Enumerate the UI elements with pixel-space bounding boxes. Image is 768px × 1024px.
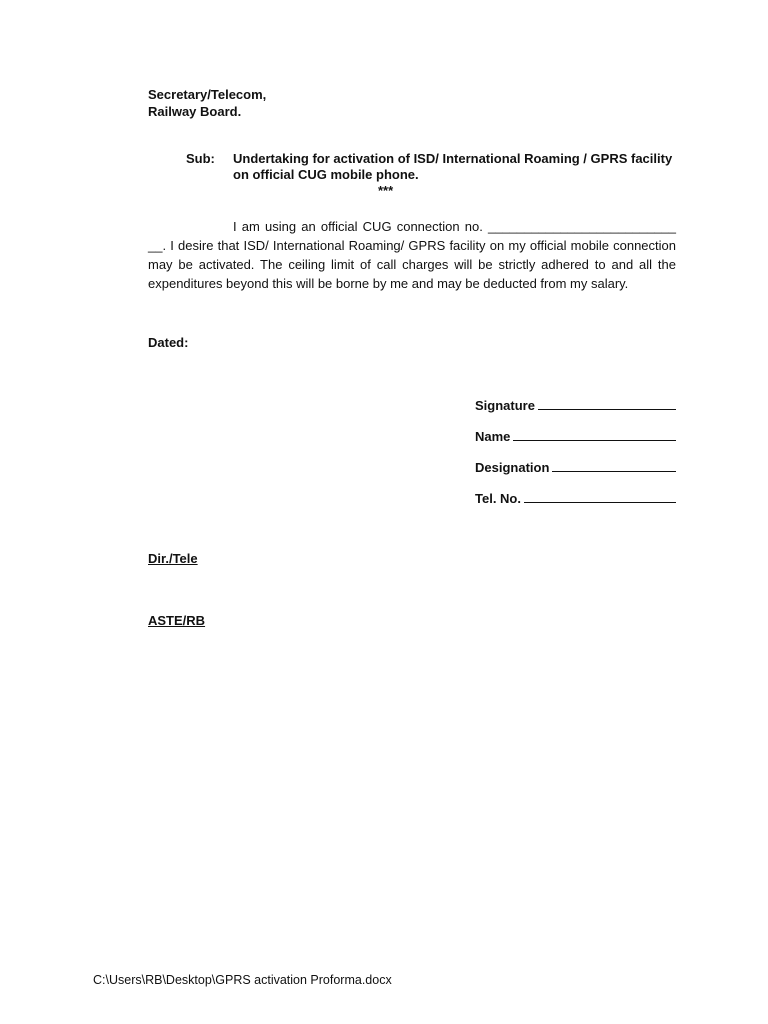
tel-row [475, 490, 676, 521]
signature-row [475, 397, 676, 428]
name-row [475, 428, 676, 459]
signature-block [475, 397, 676, 521]
copy-to-aste-rb: ASTE/RB [148, 613, 206, 628]
signature-line [538, 397, 676, 410]
name-line [513, 428, 676, 441]
subject-text: Undertaking for activation of ISD/ International Roaming / GPRS facility on official CUG mobile phone. [233, 151, 673, 182]
designation-label: Designation [475, 460, 550, 475]
tel-label: Tel. No. [475, 491, 521, 506]
body-paragraph [148, 217, 676, 293]
recipient-line-2: Railway Board. [148, 104, 242, 119]
signature-label: Signature [475, 398, 535, 413]
name-label: Name [475, 429, 511, 444]
dated-label: Dated: [148, 335, 189, 350]
subject-separator: *** [378, 183, 394, 198]
footer-file-path: C:\Users\RB\Desktop\GPRS activation Proforma.docx [93, 973, 392, 987]
designation-line [552, 459, 676, 472]
copy-to-dir-tele: Dir./Tele [148, 551, 198, 566]
subject-label: Sub: [186, 151, 215, 166]
designation-row [475, 459, 676, 490]
recipient-line-1: Secretary/Telecom, [148, 87, 267, 102]
tel-line [524, 490, 676, 503]
recipient-address [148, 86, 266, 120]
body-paragraph-text: I am using an official CUG connection no. __________________________ __. I desire that ISD/ International Roaming/ GPRS facility on my official mobile connection may be activated. The ceiling limit of call charges will be strictly adhered to and all the expenditures beyond this will be borne by me and may be deducted from my salary. [148, 219, 676, 291]
